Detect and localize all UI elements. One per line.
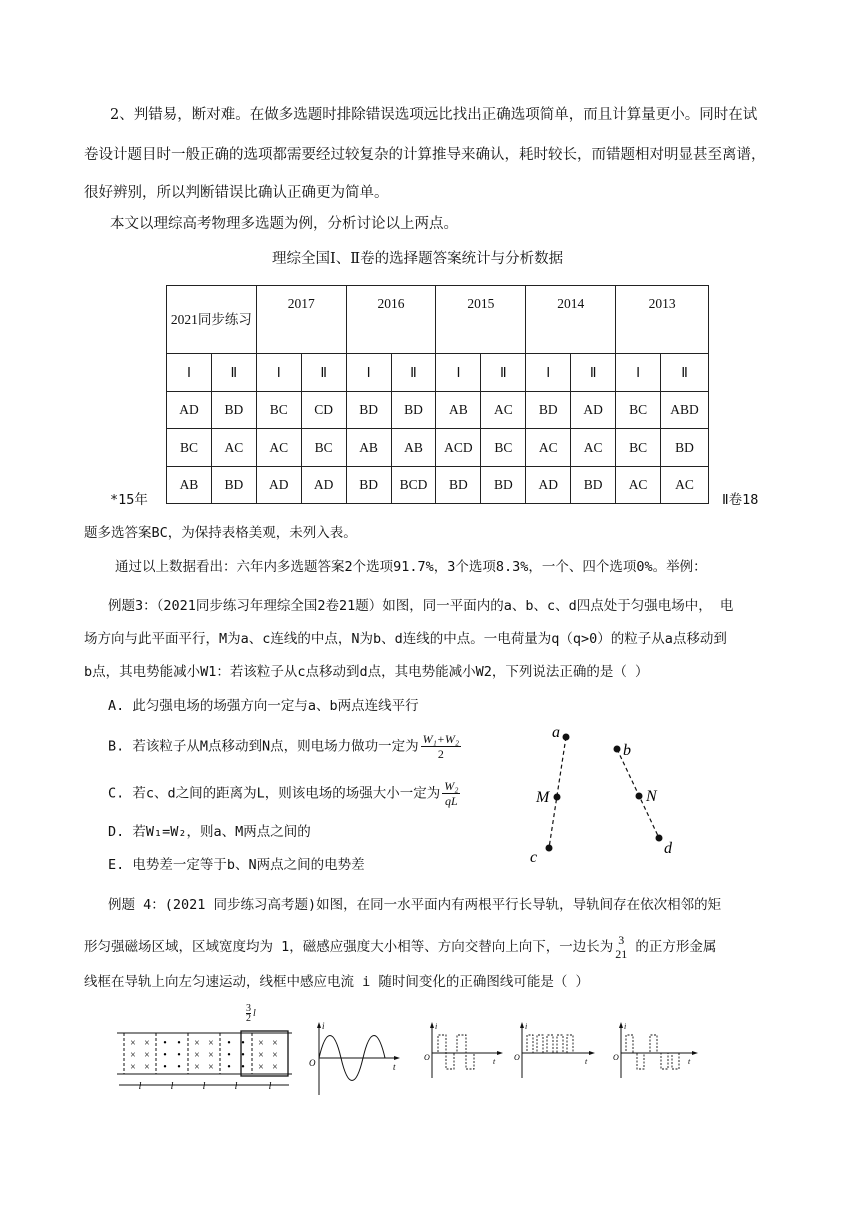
table-cell: CD	[301, 392, 346, 429]
note-right: Ⅱ卷18	[722, 492, 759, 508]
table-cell: AD	[526, 467, 571, 504]
table-roman-row	[167, 354, 709, 392]
point-c	[546, 845, 553, 852]
table-cell: AC	[661, 467, 709, 504]
cross-symbol: ×	[130, 1050, 136, 1061]
table-cell: BC	[616, 392, 661, 429]
width-label-l: l	[268, 1081, 272, 1092]
cross-symbol: ×	[194, 1038, 200, 1049]
table-cell: BD	[211, 467, 256, 504]
table-row	[167, 467, 709, 504]
roman-cell: Ⅱ	[661, 354, 709, 392]
cross-symbol: ×	[208, 1062, 214, 1073]
axis-label-i: i	[435, 1022, 438, 1031]
axis-arrow	[394, 1056, 400, 1060]
cross-symbol: ×	[144, 1050, 150, 1061]
point-a	[563, 734, 570, 741]
axis-label-o: O	[424, 1053, 430, 1062]
table-cell: BD	[571, 467, 616, 504]
roman-cell: Ⅱ	[211, 354, 256, 392]
table-cell: ABD	[661, 392, 709, 429]
dot-symbol: •	[241, 1062, 245, 1073]
example4-line-2	[84, 933, 716, 961]
axis-label-i: i	[624, 1022, 627, 1031]
table-cell: AB	[391, 429, 436, 467]
graph-option-d	[612, 1020, 700, 1080]
label-b: b	[623, 742, 631, 759]
table-cell: AC	[211, 429, 256, 467]
cross-symbol: ×	[194, 1062, 200, 1073]
roman-cell: Ⅱ	[301, 354, 346, 392]
header-year-2014: 2014	[526, 286, 616, 354]
dot-symbol: •	[163, 1038, 167, 1049]
dot-symbol: •	[241, 1038, 245, 1049]
frame-fraction-den: 2	[246, 1013, 251, 1024]
table-cell: BD	[436, 467, 481, 504]
cross-symbol: ×	[208, 1038, 214, 1049]
table-cell: BC	[616, 429, 661, 467]
table-cell: AD	[256, 467, 301, 504]
table-cell: AC	[616, 467, 661, 504]
current-pulses	[621, 1035, 679, 1069]
axis-label-i: i	[525, 1022, 528, 1031]
dot-symbol: •	[177, 1062, 181, 1073]
summary: 通过以上数据看出：六年内多选题答案2个选项91.7%，3个选项8.3%，一个、四个选项0%。举例：	[115, 559, 707, 575]
axis-label-o: O	[309, 1058, 316, 1068]
example3-line-2: 场方向与此平面平行，M为a、c连线的中点，N为b、d连线的中点。一电荷量为q（q>0）的粒子从a点移动到	[84, 631, 727, 647]
option-b-fraction	[421, 732, 461, 761]
header-year-2015: 2015	[436, 286, 526, 354]
dot-symbol: •	[163, 1062, 167, 1073]
table-cell: AB	[346, 429, 391, 467]
fraction-denominator: 2	[437, 747, 444, 761]
header-year-2016: 2016	[346, 286, 436, 354]
table-cell: AC	[256, 429, 301, 467]
example4-fraction	[615, 933, 627, 961]
label-c: c	[530, 849, 538, 866]
example4-line-3: 线框在导轨上向左匀速运动，线框中感应电流 i 随时间变化的正确图线可能是（ ）	[84, 974, 590, 990]
current-pulses	[522, 1035, 573, 1053]
table-header-row	[167, 286, 709, 354]
line-ac	[549, 737, 566, 848]
axis-label-t: t	[493, 1057, 496, 1066]
table-cell: AB	[167, 467, 212, 504]
table-cell: ACD	[436, 429, 481, 467]
fraction-numerator: W₂	[444, 779, 459, 793]
table-cell: AD	[301, 467, 346, 504]
table-row	[167, 392, 709, 429]
magnetic-regions-figure	[117, 1025, 295, 1095]
roman-cell: Ⅱ	[391, 354, 436, 392]
dot-symbol: •	[177, 1050, 181, 1061]
point-m	[554, 794, 561, 801]
option-a: A. 此匀强电场的场强方向一定与a、b两点连线平行	[108, 698, 419, 714]
axis-arrow	[692, 1051, 698, 1055]
axis-label-o: O	[613, 1053, 619, 1062]
example4-line-2-a: 形匀强磁场区域，区域宽度均为 1，磁感应强度大小相等、方向交替向上向下，一边长为	[84, 939, 614, 955]
roman-cell: Ⅰ	[346, 354, 391, 392]
note-left: *15年	[110, 492, 148, 508]
axis-arrow	[589, 1051, 595, 1055]
dot-symbol: •	[227, 1062, 231, 1073]
option-d: D. 若W₁=W₂，则a、M两点之间的	[108, 824, 311, 840]
field-points-figure	[520, 720, 700, 870]
example3-line-3: b点，其电势能减小W1：若该粒子从c点移动到d点，其电势能减小W2，下列说法正确的是（ ）	[84, 664, 649, 680]
option-b	[108, 732, 461, 761]
point-d	[656, 835, 663, 842]
table-cell: AD	[167, 392, 212, 429]
table-caption: 理综全国Ⅰ、Ⅱ卷的选择题答案统计与分析数据	[272, 251, 564, 267]
table-cell: BD	[346, 392, 391, 429]
dot-symbol: •	[227, 1050, 231, 1061]
table-cell: BC	[167, 429, 212, 467]
axis-arrow	[520, 1022, 524, 1028]
dot-symbol: •	[241, 1050, 245, 1061]
point-b	[614, 746, 621, 753]
cross-symbol: ×	[144, 1038, 150, 1049]
cross-symbol: ×	[258, 1050, 264, 1061]
cross-symbol: ×	[272, 1038, 278, 1049]
cross-symbol: ×	[194, 1050, 200, 1061]
roman-cell: Ⅰ	[526, 354, 571, 392]
current-pulses	[432, 1035, 474, 1069]
fraction-numerator: 3	[618, 933, 625, 947]
table-cell: BC	[301, 429, 346, 467]
cross-symbol: ×	[272, 1062, 278, 1073]
axis-arrow	[497, 1051, 503, 1055]
fraction-numerator: W₁+W₂	[422, 732, 460, 746]
width-label-l: l	[138, 1081, 142, 1092]
axis-label-o: O	[514, 1053, 520, 1062]
fraction-denominator: 21	[615, 947, 628, 961]
label-d: d	[664, 840, 672, 857]
axis-label-t: t	[393, 1062, 396, 1072]
answer-table	[166, 285, 709, 504]
width-label-l: l	[234, 1081, 238, 1092]
width-labels	[139, 1081, 272, 1092]
square-wire-frame	[241, 1031, 288, 1076]
cross-symbol: ×	[130, 1038, 136, 1049]
roman-cell: Ⅱ	[481, 354, 526, 392]
table-cell: AC	[481, 392, 526, 429]
paragraph-1-line-3: 很好辨别，所以判断错误比确认正确更为简单。	[84, 185, 389, 201]
table-cell: BCD	[391, 467, 436, 504]
frame-size-label	[246, 1004, 256, 1023]
dot-symbol: •	[177, 1038, 181, 1049]
header-year-2017: 2017	[256, 286, 346, 354]
axis-label-i: i	[322, 1021, 325, 1031]
label-a: a	[552, 724, 560, 741]
roman-cell: Ⅰ	[256, 354, 301, 392]
table-cell: BD	[481, 467, 526, 504]
axis-label-t: t	[585, 1057, 588, 1066]
table-cell: BC	[256, 392, 301, 429]
example4-line-1: 例题 4：(2021 同步练习高考题)如图，在同一水平面内有两根平行长导轨，导轨间存在依次相邻的矩	[108, 897, 722, 913]
label-m: M	[536, 789, 550, 806]
width-label-l: l	[170, 1081, 174, 1092]
table-cell: BD	[526, 392, 571, 429]
roman-cell: Ⅰ	[167, 354, 212, 392]
axis-arrow	[317, 1022, 321, 1028]
table-cell: BD	[211, 392, 256, 429]
dot-symbol: •	[163, 1050, 167, 1061]
header-year-2021: 2021同步练习	[167, 286, 257, 354]
option-e: E. 电势差一定等于b、N两点之间的电势差	[108, 857, 365, 873]
point-n	[636, 793, 643, 800]
frame-fraction-num: 3	[246, 1003, 251, 1014]
paragraph-1-line-1: 2、判错易，断对难。在做多选题时排除错误选项远比找出正确选项简单，而且计算量更小。同时在试	[110, 107, 758, 123]
example3-line-1: 例题3：（2021同步练习年理综全国2卷21题）如图，同一平面内的a、b、c、d四点处于匀强电场中， 电	[108, 598, 734, 614]
axis-label-t: t	[688, 1057, 691, 1066]
option-c-fraction	[442, 779, 460, 808]
table-cell: AD	[571, 392, 616, 429]
cross-symbol: ×	[258, 1038, 264, 1049]
fraction-denominator: qL	[445, 794, 458, 808]
table-cell: BD	[661, 429, 709, 467]
roman-cell: Ⅱ	[571, 354, 616, 392]
graph-option-b	[423, 1020, 505, 1080]
option-c	[108, 779, 460, 808]
option-b-text: B. 若该粒子从M点移动到N点，则电场力做功一定为	[108, 738, 419, 755]
table-cell: BC	[481, 429, 526, 467]
roman-cell: Ⅰ	[616, 354, 661, 392]
table-cell: AC	[571, 429, 616, 467]
width-label-l: l	[202, 1081, 206, 1092]
cross-symbol: ×	[258, 1062, 264, 1073]
paragraph-1-line-2: 卷设计题目时一般正确的选项都需要经过较复杂的计算推导来确认，耗时较长，而错题相对明显甚至离谱，	[84, 147, 766, 163]
cross-symbol: ×	[144, 1062, 150, 1073]
axis-arrow	[619, 1022, 623, 1028]
example4-line-2-b: 的正方形金属	[627, 939, 717, 955]
paragraph-2: 本文以理综高考物理多选题为例，分析讨论以上两点。	[110, 216, 458, 232]
dot-symbol: •	[227, 1038, 231, 1049]
cross-symbol: ×	[272, 1050, 278, 1061]
table-cell: AC	[526, 429, 571, 467]
field-symbols	[130, 1038, 278, 1073]
header-year-2013: 2013	[616, 286, 709, 354]
frame-fraction-l: l	[253, 1008, 256, 1019]
label-n: N	[646, 788, 657, 805]
graph-option-c	[513, 1020, 597, 1080]
note-line-2: 题多选答案BC，为保持表格美观，未列入表。	[84, 525, 357, 541]
axis-arrow	[430, 1022, 434, 1028]
graph-option-a	[306, 1020, 402, 1100]
roman-cell: Ⅰ	[436, 354, 481, 392]
table-row	[167, 429, 709, 467]
table-cell: BD	[391, 392, 436, 429]
option-c-text: C. 若c、d之间的距离为L，则该电场的场强大小一定为	[108, 785, 441, 802]
table-cell: BD	[346, 467, 391, 504]
table-cell: AB	[436, 392, 481, 429]
cross-symbol: ×	[208, 1050, 214, 1061]
cross-symbol: ×	[130, 1062, 136, 1073]
